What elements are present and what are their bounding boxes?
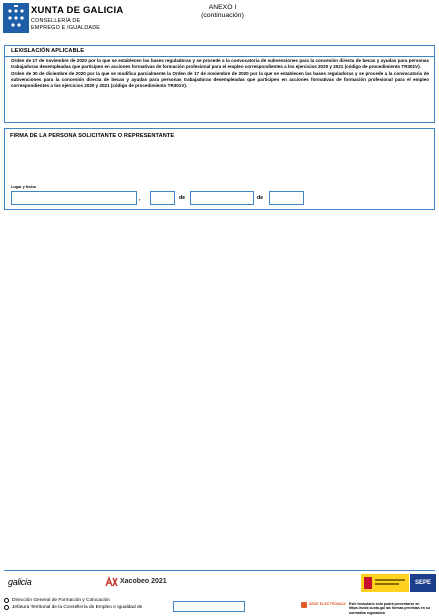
signature-section	[4, 128, 435, 210]
annex-title-block	[160, 4, 285, 20]
annex-subtitle: (continuación)	[201, 12, 244, 19]
sede-electronica-icon	[301, 602, 307, 608]
de-separator-1: de	[179, 195, 186, 201]
logo-galicia: galicia	[8, 577, 32, 587]
de-separator-2: de	[257, 195, 264, 201]
option-label: Jefatura Territorial de la Consellería de Empleo e Igualdad de	[12, 605, 143, 610]
xunta-shield-icon	[3, 3, 29, 33]
legislation-section	[4, 45, 435, 123]
legislation-divider	[5, 56, 434, 57]
org-department-line1: CONSELLERÍA DE	[31, 18, 81, 24]
place-date-label: Lugar y fecha	[11, 185, 36, 189]
footer-divider	[4, 570, 435, 571]
legislation-heading: LEXISLACIÓN APLICABLE	[11, 48, 85, 54]
logo-xacobeo: Xacobeo 2021	[120, 578, 167, 585]
month-input[interactable]	[190, 191, 254, 205]
legislation-paragraph-2: Orden de 30 de diciembre de 2020 por la que se modifica parcialmente la Orden de 17 de noviembre de 2020 por la que se establecen las bases reguladoras y se procede a la convocatoria de subvenciones para la concesión directa de becas y ayudas para personas trabajadoras desempleadas que participen en acciones formativas de formación profesional para el empleo correspondientes a los ejercicios 2020 y 2021 (código de procedimiento TR301V).	[11, 70, 429, 88]
year-input[interactable]	[269, 191, 304, 205]
option-label: Dirección General de Formación y Colocación	[12, 598, 110, 603]
signature-heading: FIRMA DE LA PERSONA SOLICITANTE O REPRESENTANTE	[10, 133, 175, 139]
comma-separator: ,	[139, 196, 141, 202]
jefatura-province-input[interactable]	[173, 601, 245, 612]
org-name: XUNTA DE GALICIA	[31, 5, 124, 16]
radio-icon[interactable]	[4, 598, 9, 603]
legislation-text	[11, 58, 429, 89]
sede-label: SEDE ELECTRÓNICA	[309, 602, 346, 606]
legislation-paragraph-1: Orden de 17 de noviembre de 2020 por la que se establecen las bases reguladoras y se procede a la convocatoria de subvenciones para la concesión directa de becas y ayudas para personas trabajadoras desempleadas que participen en acciones formativas de formación profesional para el empleo correspondientes a los ejercicios 2020 y 2021 (código de procedimiento TR301V).	[11, 58, 429, 70]
org-department-line2: EMPREGO E IGUALDADE	[31, 25, 101, 31]
day-input[interactable]	[150, 191, 175, 205]
annex-title: ANEXO I	[208, 4, 237, 11]
sede-text: Este formulario sólo podrá presentarse en https://sede.xunta.gal las formas previstas en su normativa reguladora	[349, 602, 430, 615]
option-jefatura-territorial[interactable]	[4, 605, 142, 610]
gobierno-espana-logo-icon	[361, 574, 409, 592]
logo-sepe: SEPE	[410, 574, 436, 592]
radio-icon[interactable]	[4, 605, 9, 610]
option-direccion-general[interactable]	[4, 598, 110, 603]
place-input[interactable]	[11, 191, 137, 205]
